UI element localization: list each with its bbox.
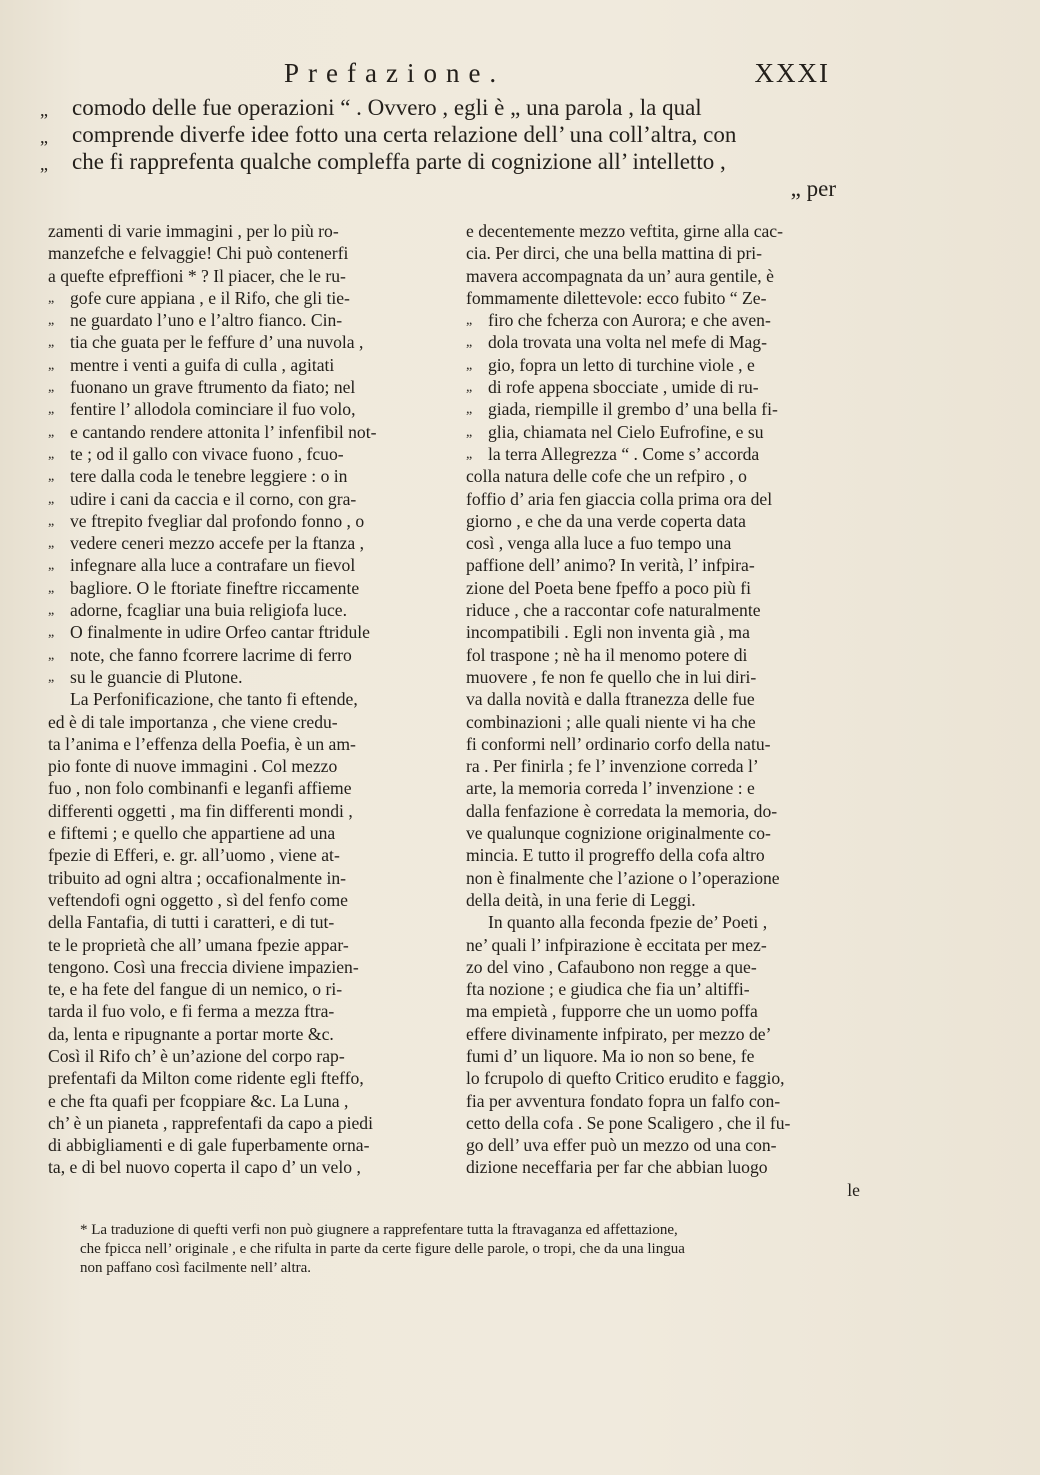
line-text: fentire l’ allodola cominciare il fuo volo, [70,399,356,420]
left-column [48,220,456,1179]
line-text: ve ftrepito fvegliar dal profondo fonno , o [70,510,365,531]
quote-mark: „ [48,513,55,529]
text-line [466,510,874,532]
page-header [250,58,830,92]
text-line [48,1090,456,1112]
text-line [48,465,456,487]
quote-mark: „ [48,603,55,619]
quote-mark: „ [466,424,473,440]
quote-mark: „ [48,446,55,462]
right-column [466,220,874,1201]
line-text: zo del vino , Cafaubono non regge a que- [466,956,757,977]
text-line [466,644,874,666]
text-line [466,376,874,398]
line-text: giorno , e che da una verde coperta data [466,510,746,531]
text-line [48,398,456,420]
text-line [466,822,874,844]
quote-mark: „ [48,580,55,596]
quote-mark: „ [48,558,55,574]
text-line [466,666,874,688]
text-line [466,800,874,822]
quote-mark: „ [466,357,473,373]
line-text: ne’ quali l’ infpirazione è eccitata per mez- [466,934,767,955]
line-text: bagliore. O le ftoriate fineftre riccamente [70,577,360,598]
line-text: zione del Poeta bene fpeffo a poco più fi [466,577,751,598]
text-line [48,1045,456,1067]
line-text: cia. Per dirci, che una bella mattina di pri- [466,243,763,264]
quote-mark: „ [466,402,473,418]
line-text: pio fonte di nuove immagini . Col mezzo [48,756,338,777]
text-line [466,978,874,1000]
quote-mark: „ [48,491,55,507]
quote-line [40,148,870,175]
line-text: cetto della cofa . Se pone Scaligero , che il fu- [466,1112,791,1133]
text-line [48,666,456,688]
text-line [466,398,874,420]
text-line [466,911,874,933]
page-number: XXXI [754,58,830,88]
text-line [48,331,456,353]
text-line [466,443,874,465]
line-text: prefentafi da Milton come ridente egli fteffo, [48,1068,364,1089]
text-line [48,889,456,911]
line-text: e cantando rendere attonita l’ infenfibil not- [70,421,377,442]
line-text: vedere ceneri mezzo accefe per la ftanza , [70,533,364,554]
line-text: fi conformi nell’ ordinario corfo della natu- [466,733,771,754]
text-line [466,1090,874,1112]
text-line [466,309,874,331]
line-text: della deità, in una ferie di Leggi. [466,889,696,910]
line-text: infegnare alla luce a contrafare un fievol [70,555,356,576]
text-line [48,265,456,287]
line-text: su le guancie di Plutone. [70,666,243,687]
line-text: fpezie di Efferi, e. gr. all’uomo , viene at- [48,845,340,866]
text-line [48,934,456,956]
line-text: tia che guata per le feffure d’ una nuvola , [70,332,364,353]
text-line [48,844,456,866]
text-line [466,777,874,799]
text-line [466,755,874,777]
quote-mark: „ [40,154,48,174]
quote-mark: „ [48,536,55,552]
text-line [48,242,456,264]
line-text: veftendofi ogni oggetto , sì del fenfo come [48,889,348,910]
quote-mark: „ [48,647,55,663]
line-text: fia per avventura fondato fopra un falfo con- [466,1090,781,1111]
line-text: muovere , fe non fe quello che in lui diri- [466,666,757,687]
line-text: dola trovata una volta nel mefe di Mag- [488,332,767,353]
text-line [48,644,456,666]
text-line [466,331,874,353]
line-text: di rofe appena sbocciate , umide di ru- [488,377,759,398]
text-line [466,220,874,242]
text-line [466,1023,874,1045]
line-text: mincia. E tutto il progreffo della cofa altro [466,845,765,866]
text-line [48,733,456,755]
line-text: tere dalla coda le tenebre leggiere : o in [70,466,348,487]
quote-mark: „ [466,380,473,396]
quote-mark: „ [40,127,48,147]
quote-text: comodo delle fue operazioni “ . Ovvero , egli è „ una parola , la qual [72,95,702,120]
quote-mark: „ [48,402,55,418]
line-text: fta nozione ; e giudica che fia un’ altiffi- [466,979,750,1000]
text-line [466,1112,874,1134]
text-line [466,242,874,264]
line-text: ma empietà , fupporre che un uomo poffa [466,1001,758,1022]
line-text: ve qualunque cognizione originalmente co- [466,823,771,844]
text-line [48,220,456,242]
text-line [48,688,456,710]
text-line [48,1134,456,1156]
line-text: la terra Allegrezza “ . Come s’ accorda [488,443,760,464]
line-text: firo che fcherza con Aurora; e che aven- [488,310,771,331]
line-text: così , venga alla luce a fuo tempo una [466,533,732,554]
quote-line [40,94,870,121]
text-line [48,621,456,643]
text-line [466,688,874,710]
line-text: combinazioni ; alle quali niente vi ha che [466,711,756,732]
footnote-line: non paffano così facilmente nell’ altra. [80,1260,312,1276]
line-text: dalla fenfazione è corredata la memoria, do- [466,800,778,821]
line-text: te le proprietà che all’ umana fpezie appar- [48,934,349,955]
text-line [48,421,456,443]
line-text: Così il Rifo ch’ è un’azione del corpo rap- [48,1045,345,1066]
text-line [48,777,456,799]
text-line [466,956,874,978]
text-line [466,465,874,487]
text-line [466,1067,874,1089]
text-line [466,867,874,889]
line-text: zamenti di varie immagini , per lo più ro- [48,221,339,241]
text-line [466,1156,874,1178]
text-line [48,978,456,1000]
quote-mark: „ [40,100,48,120]
text-line [466,599,874,621]
text-line [466,488,874,510]
text-line [48,599,456,621]
footnote [80,1221,880,1278]
text-line [48,1156,456,1178]
line-text: giada, riempille il grembo d’ una bella fi- [488,399,778,420]
quote-mark: „ [466,446,473,462]
quote-mark: „ [48,335,55,351]
line-text: e fiftemi ; e quello che appartiene ad una [48,823,336,844]
text-line [48,376,456,398]
quote-text: „ per [790,176,836,201]
quote-text: comprende diverfe idee fotto una certa relazione dell’ una coll’altra, con [72,122,737,147]
text-line [48,1067,456,1089]
line-text: di abbigliamenti e di gale fuperbamente orna- [48,1135,370,1156]
line-text: O finalmente in udire Orfeo cantar ftridule [70,622,370,643]
text-line [48,488,456,510]
line-text: fommamente dilettevole: ecco fubito “ Ze- [466,287,767,308]
line-text: differenti oggetti , ma fin differenti mondi , [48,800,353,821]
footnote-line: * La traduzione di quefti verfi non può giugnere a rapprefentare tutta la ftravaganza ed affettazione, [80,1222,678,1238]
text-line [48,1023,456,1045]
line-text: tengono. Così una freccia diviene impazien- [48,956,359,977]
quote-mark: „ [48,357,55,373]
line-text: mentre i venti a guifa di culla , agitati [70,354,335,375]
text-line [48,822,456,844]
quote-mark: „ [466,335,473,351]
line-text: gio, fopra un letto di turchine viole , e [488,354,755,375]
quote-mark: „ [466,313,473,329]
quote-mark: „ [48,424,55,440]
running-title: Prefazione. [284,58,506,88]
line-text: della Fantafia, di tutti i caratteri, e di tut- [48,912,335,933]
quote-mark: „ [48,625,55,641]
text-line [466,265,874,287]
text-line [48,354,456,376]
line-text: glia, chiamata nel Cielo Eufrofine, e su [488,421,764,442]
line-text: La Perfonificazione, che tanto fi eftende, [70,689,358,710]
line-text: ed è di tale importanza , che viene credu- [48,711,338,732]
text-line [48,800,456,822]
line-text: incompatibili . Egli non inventa già , ma [466,622,750,643]
line-text: va dalla novità e dalla ftranezza delle fue [466,689,755,710]
line-text: da, lenta e ripugnante a portar morte &c. [48,1023,334,1044]
line-text: paffione dell’ animo? In verità, l’ infpira- [466,555,755,576]
text-line [48,711,456,733]
line-text: arte, la memoria corredа l’ invenzione : e [466,778,755,799]
text-line [466,621,874,643]
text-line [48,443,456,465]
text-line [466,1000,874,1022]
quote-mark: „ [48,469,55,485]
text-line [48,287,456,309]
line-text: gofe cure appiana , e il Rifo, che gli tie- [70,287,350,308]
line-text: ta l’anima e l’effenza della Poefia, è un am- [48,733,356,754]
quote-mark: „ [48,290,55,306]
line-text: fuo , non folo combinanfi e leganfi affieme [48,778,352,799]
text-line [466,733,874,755]
line-text: non è finalmente che l’azione o l’operazione [466,867,780,888]
text-line [466,844,874,866]
line-text: go dell’ uva effer può un mezzo od una con- [466,1135,777,1156]
text-line [48,1112,456,1134]
text-line [466,934,874,956]
line-text: a quefte efpreffioni * ? Il piacer, che le ru- [48,265,346,286]
line-text: fuonano un grave ftrumento da fiato; nel [70,377,356,398]
text-line [466,711,874,733]
text-line [466,1045,874,1067]
line-text: tarda il fuo volo, e fi ferma a mezza ftra- [48,1001,335,1022]
text-line [48,1000,456,1022]
line-text: ch’ è un pianeta , rapprefentafi da capo a piedi [48,1112,373,1133]
line-text: le [847,1179,860,1200]
line-text: te, e ha fete del fangue di un nemico, o ri- [48,979,343,1000]
line-text: tribuito ad ogni altra ; occafionalmente in- [48,867,347,888]
text-line [48,867,456,889]
quotation-block [40,94,870,202]
line-text: riduce , che a raccontar cofe naturalmente [466,600,761,621]
quote-line [40,175,870,202]
quote-text: che fi rapprefenta qualche compleffa parte di cognizione all’ intelletto , [72,149,726,174]
text-line [466,889,874,911]
text-line [466,532,874,554]
quote-mark: „ [48,313,55,329]
line-text: udire i cani da caccia e il corno, con gra- [70,488,357,509]
text-line [466,287,874,309]
line-text: dizione neceffaria per far che abbian luogo [466,1157,768,1178]
quote-line [40,121,870,148]
line-text: mavera accompagnata da un’ aura gentile, è [466,265,774,286]
line-text: ra . Per finirla ; fe l’ invenzione corredа l’ [466,756,759,777]
line-text: In quanto alla feconda fpezie de’ Poeti , [488,912,768,933]
line-text: fol traspone ; nè ha il menomo potere di [466,644,748,665]
text-line [466,577,874,599]
line-text: manzefche e felvaggie! Chi può contenerfi [48,243,349,264]
footnote-line: che fpicca nell’ originale , e che rifulta in parte da certe figure delle parole, o tropi, che da una lingua [80,1241,685,1257]
text-line [48,911,456,933]
line-text: ne guardato l’uno e l’altro fianco. Cin- [70,310,343,331]
line-text: colla natura delle cofe che un refpiro , o [466,466,747,487]
line-text: te ; od il gallo con vivace fuono , fcuo- [70,443,344,464]
text-line [48,510,456,532]
line-text: lo fcrupolo di quefto Critico erudito e faggio, [466,1068,785,1089]
text-line [466,1179,874,1201]
text-line [466,1134,874,1156]
text-line [466,421,874,443]
line-text: ta, e di bel nuovo coperta il capo d’ un velo , [48,1157,361,1178]
line-text: e decentemente mezzo veftita, girne alla cac- [466,221,783,241]
quote-mark: „ [48,380,55,396]
quote-mark: „ [48,669,55,685]
text-line [48,554,456,576]
line-text: note, che fanno fcorrere lacrime di ferro [70,644,352,665]
text-line [48,577,456,599]
line-text: effere divinamente infpirato, per mezzo de’ [466,1023,772,1044]
text-line [48,309,456,331]
text-line [48,956,456,978]
text-line [466,554,874,576]
text-line [48,532,456,554]
line-text: e che fta quafi per fcoppiare &c. La Luna , [48,1090,349,1111]
text-line [48,755,456,777]
line-text: fumi d’ un liquore. Ma io non so bene, fe [466,1045,755,1066]
text-line [466,354,874,376]
line-text: adorne, fcagliar una buia religiofa luce. [70,600,347,621]
line-text: foffio d’ aria fen giaccia colla prima ora del [466,488,773,509]
